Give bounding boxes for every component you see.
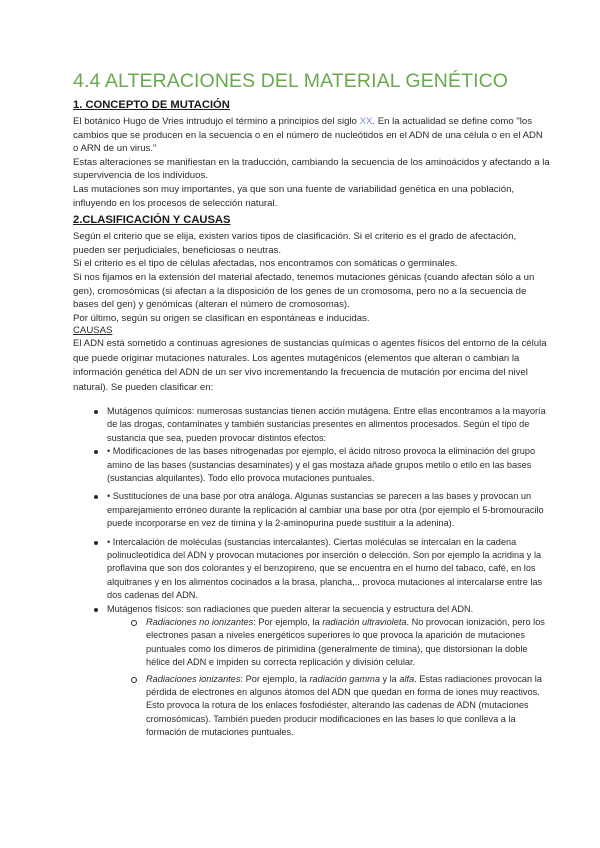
bullet-icon: [94, 495, 98, 499]
page-title: 4.4 ALTERACIONES DEL MATERIAL GENÉTICO: [73, 70, 509, 92]
section2-paragraph-4: Por último, según su origen se clasifican en espontáneas e inducidas.: [73, 312, 370, 324]
non-ionizing-label: Radiaciones no ionizantes: [146, 617, 254, 628]
section2-paragraph-2: Si el criterio es el tipo de células afectadas, nos encontramos con somáticas o germinales.: [73, 258, 458, 270]
century-text: XX: [359, 116, 373, 127]
causas-paragraph: El ADN está sometido a continuas agresiones de sustancias químicas o agentes físicos del entorno de la célula que puede originar mutaciones naturales. Los agentes mutagénicos (elementos que alteran o cambian la información genética del ADN de un ser vivo incrementando la frecuencia de mutación por encima del nivel natural). Se pueden clasificar en:: [73, 338, 547, 393]
physical-mutagen-sublist: [107, 616, 550, 740]
bullet-icon: [94, 410, 98, 414]
list-item: • Intercalación de moléculas (sustancias intercalantes). Ciertas moléculas se intercalan en la cadena polinucleotídica del ADN y provocan mutaciones por inserción o delección. Son por ejemplo la acridina y la proflavina que son dos colorantes y el benzopireno, que se encuentra en el humo del tabaco, café, en los alquitranes y en los alimentos cocinados a la brasa, plancha,.. provoca mutaciones al intercalarse entre las dos cadenas del ADN.: [73, 536, 550, 603]
section1-heading: 1. CONCEPTO DE MUTACIÓN: [73, 99, 230, 111]
sublist-item: Radiaciones no ionizantes: Por ejemplo, la radiación ultravioleta. No provocan ionización, pero los electrones pasan a niveles energéticos superiores lo que provoca la aparición de mutaciones puntuales como los dímeros de pirimidina (generalmente de timina), que distorsionan la doble hélice del ADN e impiden su correcta replicación y división celular.: [107, 616, 550, 670]
causas-heading: CAUSAS: [73, 325, 113, 337]
section2-paragraph-1: Según el criterio que se elija, existen varios tipos de clasificación. Si el criterio es el grado de afectación, pueden ser perjudiciales, beneficiosas o neutras.: [73, 231, 517, 256]
circle-bullet-icon: [131, 620, 137, 626]
list-item: • Sustituciones de una base por otra análoga. Algunas sustancias se parecen a las bases y provocan un emparejamiento erróneo durante la replicación al cambiar una base por otra (por ejemplo el 5-bromouracilo puede incorporarse en vez de timina y la 2-aminopurina puede sustituir a la adenina).: [73, 490, 550, 530]
list-item: Mutágenos físicos: son radiaciones que pueden alterar la secuencia y estructura del ADN. Radiaciones no ionizantes: Por ejemplo, la radiación ultravioleta. No provocan ionización, pero los electrones pasan a niveles energéticos superiores lo que provoca la aparición de mutaciones puntuales como los dímeros de pirimidina (generalmente de timina), que distorsionan la doble hélice del ADN e impiden su correcta replicación y división celular. Radiaciones ionizantes: Por ejemplo, la radiación gamma y la alfa. Estas radiaciones provocan la pérdida de electrones en algunos átomos del ADN que quedan en forma de iones muy reactivos. Esto provoca la rotura de los enlaces fosfodiéster, alterando las cadenas de ADN (mutaciones cromosómicas). También pueden producir modificaciones en las bases lo que conlleva a la formación de mutaciones puntuales.: [73, 603, 550, 740]
section2-heading: 2.CLASIFICACIÓN Y CAUSAS: [73, 214, 231, 227]
section1-paragraph-2: Estas alteraciones se manifiestan en la traducción, cambiando la secuencia de los aminoácidos y afectando a la supervivencia de los individuos.: [73, 156, 550, 182]
circle-bullet-icon: [131, 677, 137, 683]
ionizing-label: Radiaciones ionizantes: [146, 673, 241, 684]
sublist-item: Radiaciones ionizantes: Por ejemplo, la radiación gamma y la alfa. Estas radiaciones provocan la pérdida de electrones en algunos átomos del ADN que quedan en forma de iones muy reactivos. Esto provoca la rotura de los enlaces fosfodiéster, alterando las cadenas de ADN (mutaciones cromosómicas). También pueden producir modificaciones en las bases lo que conlleva a la formación de mutaciones puntuales.: [107, 673, 550, 740]
bullet-icon: [94, 608, 98, 612]
section1-paragraph-3: Las mutaciones son muy importantes, ya que son una fuente de variabilidad genética en una población, influyendo en los procesos de selección natural.: [73, 183, 515, 209]
section2-paragraph-3: Si nos fijamos en la extensión del material afectado, tenemos mutaciones génicas (cuando afectan sólo a un gen), cromosómicas (si afectan a la disposición de los genes de un cromosoma, pero no a la secuencia de bases del gen) y genómicas (alteran el número de cromosomas).: [73, 271, 535, 311]
section1-paragraph-1: El botánico Hugo de Vries intrudujo el término a principios del siglo XX. En la actualidad se define como "los cambios que se producen en la secuencia o en el número de nucleótidos en el ADN de una célula o en el ADN o ARN de un virus.": [73, 116, 543, 155]
list-item: Mutágenos químicos: numerosas sustancias tienen acción mutágena. Entre ellas encontramos a la mayoría de las drogas, contaminates y también sustancias presentes en alimentos procesados. Según el tipo de sustancia que sea, pueden provocar distintos efectos:: [73, 405, 550, 445]
mutagen-list: [73, 405, 550, 740]
list-item: • Modificaciones de las bases nitrogenadas por ejemplo, el ácido nitroso provoca la eliminación del grupo amino de las bases (sustancias desaminates) y el gas mostaza añade grupos metilo o etilo en las bases (sustancias alquilantes). Todo ello provoca mutaciones puntuales.: [73, 445, 550, 485]
bullet-icon: [94, 541, 98, 545]
bullet-icon: [94, 450, 98, 454]
